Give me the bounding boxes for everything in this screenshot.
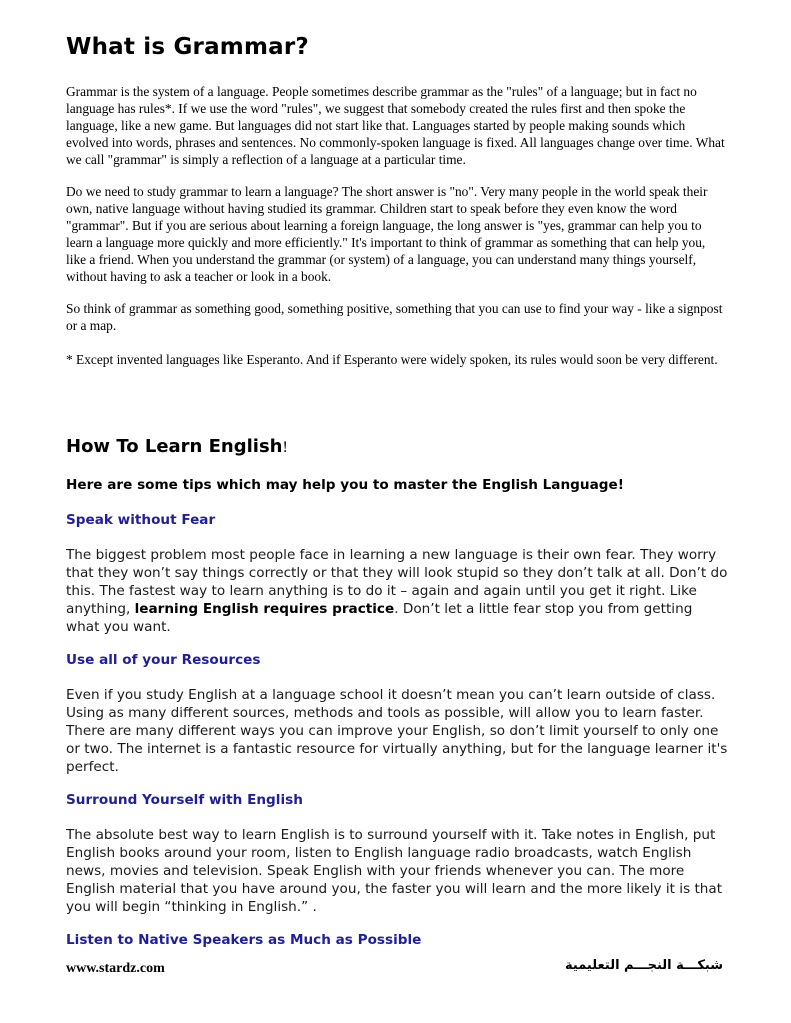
tip-text-emphasis: learning English requires practice	[134, 601, 395, 617]
section-intro: Here are some tips which may help you to master the English Language!	[66, 477, 624, 493]
section-heading	[66, 436, 288, 457]
tip-title-use-resources: Use all of your Resources	[66, 652, 261, 668]
tip-text-part: . Don’t let a little fear stop you from getting what you want.	[66, 601, 693, 635]
grammar-paragraph-1: Grammar is the system of a language. People sometimes describe grammar as the "rules" of a language; but in fact no language has rules*. If we use the word "rules", we suggest that somebody created the rules first and then spoke the language, like a new game. But languages did not start like that. Languages started by people making sounds which evolved into words, phrases and sentences. No commonly-spoken language is fixed. All languages change over time. What we call "grammar" is simply a reflection of a language at a particular time.	[66, 84, 725, 167]
tip-text-surround-yourself: The absolute best way to learn English is to surround yourself with it. Take notes in English, put English books around your room, listen to English language radio broadcasts, watch English news, movies and television. Speak English with your friends whenever you can. The more English material that you have around you, the faster you will learn and the more likely it is that you will begin “thinking in English.” .	[66, 827, 723, 915]
tip-text-use-resources: Even if you study English at a language school it doesn’t mean you can’t learn outside of class. Using as many different sources, methods and tools as possible, will allow you to learn faster. There are many different ways you can improve your English, so don’t limit yourself to only one or two. The internet is a fantastic resource for virtually anything, but for the language learner it's perfect.	[66, 687, 728, 775]
grammar-paragraph-2: Do we need to study grammar to learn a language? The short answer is "no". Very many people in the world speak their own, native language without having studied its grammar. Children start to speak before they even know the word "grammar". But if you are serious about learning a foreign language, the long answer is "yes, grammar can help you to learn a language more quickly and more efficiently." It's important to think of grammar as something that can help you, like a friend. When you understand the grammar (or system) of a language, you can understand many things yourself, without having to ask a teacher or look in a book.	[66, 184, 708, 284]
grammar-paragraph-3: So think of grammar as something good, something positive, something that you can use to find your way - like a signpost or a map.	[66, 301, 723, 333]
tip-title-surround-yourself: Surround Yourself with English	[66, 792, 303, 808]
page-title: What is Grammar?	[66, 34, 309, 60]
footer-website: www.stardz.com	[66, 961, 165, 976]
tip-title-listen-native: Listen to Native Speakers as Much as Possible	[66, 932, 422, 948]
section-heading-suffix: !	[282, 439, 288, 456]
tip-text-part: The biggest problem most people face in learning a new language is their own fear. They worry that they won’t say things correctly or that they will look stupid so they don’t talk at all. Don’t do this. The fastest way to learn anything is to do it – again and again until you get it right. Like anything,	[66, 547, 728, 617]
tip-text-speak-without-fear	[66, 546, 728, 636]
grammar-footnote: * Except invented languages like Esperanto. And if Esperanto were widely spoken, its rules would soon be very different.	[66, 352, 718, 367]
footer-arabic-network: شبكـــة النجـــم التعليمية	[565, 958, 723, 973]
tip-title-speak-without-fear: Speak without Fear	[66, 512, 216, 528]
section-heading-text: How To Learn English	[66, 436, 283, 457]
